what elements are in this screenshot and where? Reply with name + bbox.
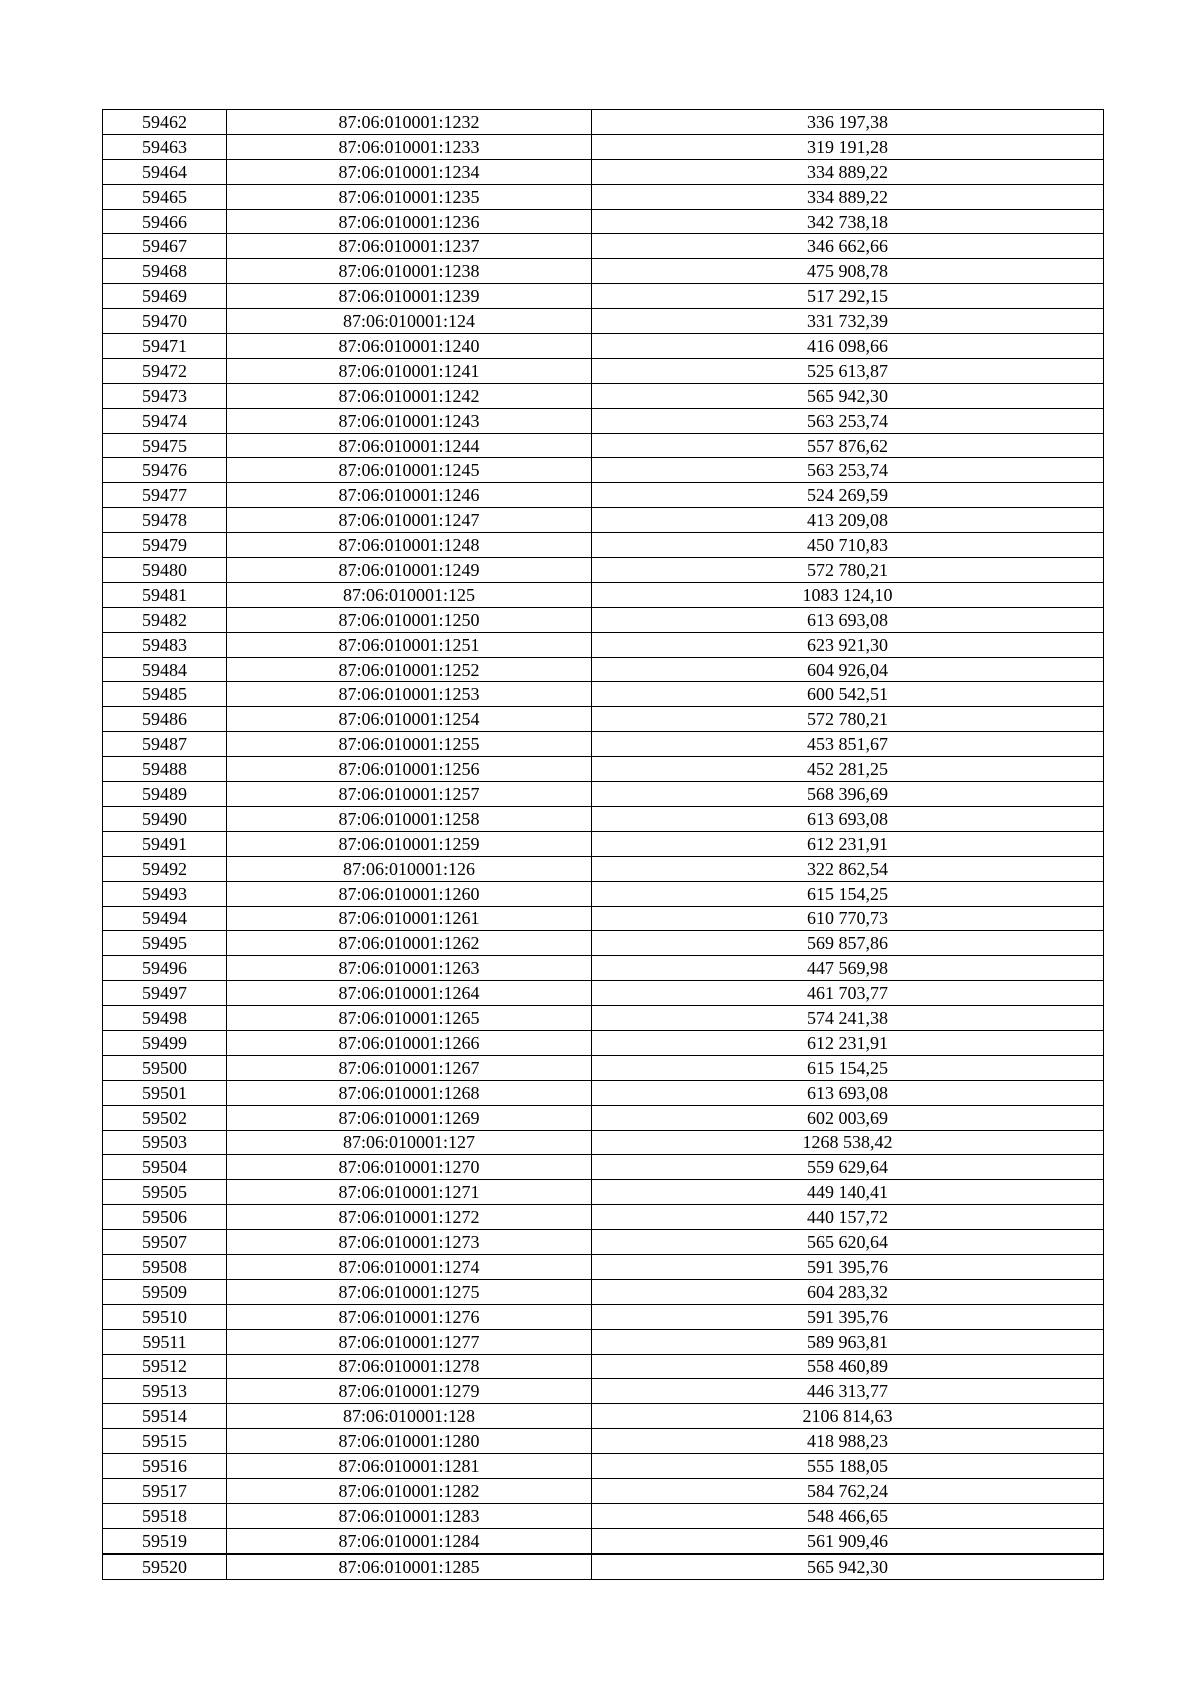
cadastral-number-cell: 87:06:010001:125 (227, 582, 592, 607)
row-number-cell: 59509 (103, 1279, 227, 1304)
cadastral-number-cell: 87:06:010001:1281 (227, 1454, 592, 1479)
cadastral-number-cell: 87:06:010001:1247 (227, 508, 592, 533)
table-row (103, 831, 1104, 856)
cadastral-value-cell: 413 209,08 (592, 508, 1104, 533)
cadastral-number-cell: 87:06:010001:1253 (227, 682, 592, 707)
table-row (103, 632, 1104, 657)
row-number-cell: 59492 (103, 856, 227, 881)
cadastral-number-cell: 87:06:010001:1269 (227, 1105, 592, 1130)
cadastral-number-cell: 87:06:010001:1270 (227, 1155, 592, 1180)
cadastral-number-cell: 87:06:010001:1265 (227, 1006, 592, 1031)
cadastral-value-cell: 563 253,74 (592, 408, 1104, 433)
row-number-cell: 59481 (103, 582, 227, 607)
cadastral-value-cell: 517 292,15 (592, 284, 1104, 309)
cadastral-number-cell: 87:06:010001:1250 (227, 607, 592, 632)
table-row (103, 782, 1104, 807)
table-row (103, 134, 1104, 159)
cadastral-value-cell: 418 988,23 (592, 1429, 1104, 1454)
row-number-cell: 59510 (103, 1304, 227, 1329)
cadastral-number-cell: 87:06:010001:1254 (227, 707, 592, 732)
row-number-cell: 59494 (103, 906, 227, 931)
table-row (103, 433, 1104, 458)
cadastral-number-cell: 87:06:010001:1268 (227, 1080, 592, 1105)
cadastral-value-cell: 1083 124,10 (592, 582, 1104, 607)
table-row (103, 931, 1104, 956)
cadastral-value-cell: 559 629,64 (592, 1155, 1104, 1180)
cadastral-value-cell: 569 857,86 (592, 931, 1104, 956)
row-number-cell: 59518 (103, 1503, 227, 1528)
table-row (103, 607, 1104, 632)
table-body (103, 110, 1104, 1580)
table-row (103, 956, 1104, 981)
table-row (103, 209, 1104, 234)
cadastral-number-cell: 87:06:010001:1242 (227, 383, 592, 408)
table-row (103, 508, 1104, 533)
cadastral-number-cell: 87:06:010001:1260 (227, 881, 592, 906)
table-row (103, 1354, 1104, 1379)
cadastral-number-cell: 87:06:010001:1283 (227, 1503, 592, 1528)
row-number-cell: 59487 (103, 732, 227, 757)
row-number-cell: 59466 (103, 209, 227, 234)
row-number-cell: 59503 (103, 1130, 227, 1155)
cadastral-number-cell: 87:06:010001:1258 (227, 806, 592, 831)
row-number-cell: 59515 (103, 1429, 227, 1454)
cadastral-value-cell: 331 732,39 (592, 309, 1104, 334)
table-row (103, 1454, 1104, 1479)
table-row (103, 1180, 1104, 1205)
cadastral-number-cell: 87:06:010001:1244 (227, 433, 592, 458)
table-row (103, 1503, 1104, 1528)
row-number-cell: 59512 (103, 1354, 227, 1379)
row-number-cell: 59480 (103, 558, 227, 583)
cadastral-value-cell: 591 395,76 (592, 1254, 1104, 1279)
table-row (103, 558, 1104, 583)
cadastral-number-cell: 87:06:010001:1243 (227, 408, 592, 433)
row-number-cell: 59497 (103, 981, 227, 1006)
row-number-cell: 59476 (103, 458, 227, 483)
cadastral-value-cell: 548 466,65 (592, 1503, 1104, 1528)
cadastral-value-cell: 613 693,08 (592, 806, 1104, 831)
row-number-cell: 59501 (103, 1080, 227, 1105)
cadastral-value-cell: 612 231,91 (592, 1030, 1104, 1055)
table-row (103, 981, 1104, 1006)
cadastral-value-cell: 591 395,76 (592, 1304, 1104, 1329)
row-number-cell: 59514 (103, 1404, 227, 1429)
table-row (103, 408, 1104, 433)
cadastral-number-cell: 87:06:010001:1284 (227, 1528, 592, 1553)
cadastral-number-cell: 87:06:010001:1279 (227, 1379, 592, 1404)
cadastral-value-cell: 561 909,46 (592, 1528, 1104, 1553)
cadastral-number-cell: 87:06:010001:1239 (227, 284, 592, 309)
cadastral-value-cell: 322 862,54 (592, 856, 1104, 881)
table-row (103, 284, 1104, 309)
cadastral-number-cell: 87:06:010001:1233 (227, 134, 592, 159)
row-number-cell: 59505 (103, 1180, 227, 1205)
table-row (103, 1279, 1104, 1304)
table-row (103, 1379, 1104, 1404)
cadastral-value-cell: 602 003,69 (592, 1105, 1104, 1130)
table-row (103, 533, 1104, 558)
cadastral-value-cell: 572 780,21 (592, 707, 1104, 732)
cadastral-number-cell: 87:06:010001:1234 (227, 159, 592, 184)
row-number-cell: 59506 (103, 1205, 227, 1230)
table-row (103, 757, 1104, 782)
cadastral-value-cell: 319 191,28 (592, 134, 1104, 159)
row-number-cell: 59484 (103, 657, 227, 682)
cadastral-value-cell: 565 942,30 (592, 383, 1104, 408)
cadastral-number-cell: 87:06:010001:127 (227, 1130, 592, 1155)
row-number-cell: 59499 (103, 1030, 227, 1055)
table-row (103, 732, 1104, 757)
table-row (103, 234, 1104, 259)
cadastral-number-cell: 87:06:010001:1262 (227, 931, 592, 956)
cadastral-number-cell: 87:06:010001:1271 (227, 1180, 592, 1205)
cadastral-value-cell: 449 140,41 (592, 1180, 1104, 1205)
cadastral-number-cell: 87:06:010001:1248 (227, 533, 592, 558)
table-row (103, 657, 1104, 682)
table-row (103, 1329, 1104, 1354)
cadastral-number-cell: 87:06:010001:124 (227, 309, 592, 334)
table-row (103, 358, 1104, 383)
row-number-cell: 59490 (103, 806, 227, 831)
table-row (103, 1105, 1104, 1130)
cadastral-number-cell: 87:06:010001:1267 (227, 1055, 592, 1080)
row-number-cell: 59498 (103, 1006, 227, 1031)
cadastral-value-cell: 2106 814,63 (592, 1404, 1104, 1429)
row-number-cell: 59470 (103, 309, 227, 334)
cadastral-value-cell: 524 269,59 (592, 483, 1104, 508)
cadastral-number-cell: 87:06:010001:1266 (227, 1030, 592, 1055)
cadastral-number-cell: 87:06:010001:1276 (227, 1304, 592, 1329)
table-row (103, 1205, 1104, 1230)
table-row (103, 1554, 1104, 1579)
row-number-cell: 59467 (103, 234, 227, 259)
table-row (103, 159, 1104, 184)
table-row (103, 110, 1104, 135)
cadastral-value-cell: 336 197,38 (592, 110, 1104, 135)
cadastral-number-cell: 87:06:010001:128 (227, 1404, 592, 1429)
row-number-cell: 59517 (103, 1478, 227, 1503)
row-number-cell: 59478 (103, 508, 227, 533)
cadastral-number-cell: 87:06:010001:1277 (227, 1329, 592, 1354)
cadastral-value-cell: 613 693,08 (592, 607, 1104, 632)
row-number-cell: 59502 (103, 1105, 227, 1130)
cadastral-value-cell: 346 662,66 (592, 234, 1104, 259)
row-number-cell: 59491 (103, 831, 227, 856)
table-row (103, 856, 1104, 881)
row-number-cell: 59520 (103, 1554, 227, 1579)
row-number-cell: 59495 (103, 931, 227, 956)
cadastral-value-cell: 565 620,64 (592, 1230, 1104, 1255)
table-row (103, 881, 1104, 906)
row-number-cell: 59516 (103, 1454, 227, 1479)
cadastral-value-cell: 612 231,91 (592, 831, 1104, 856)
table-row (103, 1429, 1104, 1454)
cadastral-number-cell: 87:06:010001:1236 (227, 209, 592, 234)
table-row (103, 1528, 1104, 1553)
row-number-cell: 59511 (103, 1329, 227, 1354)
cadastral-value-cell: 334 889,22 (592, 184, 1104, 209)
cadastral-value-cell: 453 851,67 (592, 732, 1104, 757)
cadastral-number-cell: 87:06:010001:1235 (227, 184, 592, 209)
row-number-cell: 59468 (103, 259, 227, 284)
row-number-cell: 59489 (103, 782, 227, 807)
cadastral-value-cell: 568 396,69 (592, 782, 1104, 807)
cadastral-number-cell: 87:06:010001:1238 (227, 259, 592, 284)
table-row (103, 1055, 1104, 1080)
cadastral-number-cell: 87:06:010001:1282 (227, 1478, 592, 1503)
row-number-cell: 59469 (103, 284, 227, 309)
table-row (103, 1130, 1104, 1155)
table-row (103, 1006, 1104, 1031)
cadastral-number-cell: 87:06:010001:1263 (227, 956, 592, 981)
cadastral-value-cell: 574 241,38 (592, 1006, 1104, 1031)
row-number-cell: 59463 (103, 134, 227, 159)
cadastral-value-cell: 555 188,05 (592, 1454, 1104, 1479)
table-row (103, 806, 1104, 831)
table-row (103, 582, 1104, 607)
row-number-cell: 59483 (103, 632, 227, 657)
row-number-cell: 59482 (103, 607, 227, 632)
cadastral-value-cell: 440 157,72 (592, 1205, 1104, 1230)
cadastral-number-cell: 87:06:010001:1256 (227, 757, 592, 782)
cadastral-number-cell: 87:06:010001:1241 (227, 358, 592, 383)
cadastral-number-cell: 87:06:010001:1240 (227, 334, 592, 359)
cadastral-number-cell: 87:06:010001:1252 (227, 657, 592, 682)
cadastral-value-cell: 613 693,08 (592, 1080, 1104, 1105)
cadastral-value-cell: 446 313,77 (592, 1379, 1104, 1404)
row-number-cell: 59486 (103, 707, 227, 732)
cadastral-number-cell: 87:06:010001:126 (227, 856, 592, 881)
cadastral-value-cell: 334 889,22 (592, 159, 1104, 184)
cadastral-value-cell: 604 926,04 (592, 657, 1104, 682)
table-row (103, 1304, 1104, 1329)
row-number-cell: 59479 (103, 533, 227, 558)
table-row (103, 1030, 1104, 1055)
table-row (103, 1155, 1104, 1180)
table-row (103, 383, 1104, 408)
cadastral-value-cell: 342 738,18 (592, 209, 1104, 234)
cadastral-number-cell: 87:06:010001:1257 (227, 782, 592, 807)
table-row (103, 1404, 1104, 1429)
row-number-cell: 59504 (103, 1155, 227, 1180)
row-number-cell: 59507 (103, 1230, 227, 1255)
row-number-cell: 59488 (103, 757, 227, 782)
cadastral-number-cell: 87:06:010001:1255 (227, 732, 592, 757)
cadastral-value-cell: 450 710,83 (592, 533, 1104, 558)
row-number-cell: 59473 (103, 383, 227, 408)
cadastral-value-cell: 563 253,74 (592, 458, 1104, 483)
table-row (103, 906, 1104, 931)
row-number-cell: 59477 (103, 483, 227, 508)
table-row (103, 334, 1104, 359)
row-number-cell: 59464 (103, 159, 227, 184)
cadastral-number-cell: 87:06:010001:1251 (227, 632, 592, 657)
cadastral-value-cell: 600 542,51 (592, 682, 1104, 707)
cadastral-value-cell: 447 569,98 (592, 956, 1104, 981)
cadastral-value-cell: 558 460,89 (592, 1354, 1104, 1379)
cadastral-number-cell: 87:06:010001:1273 (227, 1230, 592, 1255)
row-number-cell: 59471 (103, 334, 227, 359)
cadastral-number-cell: 87:06:010001:1237 (227, 234, 592, 259)
cadastral-value-cell: 604 283,32 (592, 1279, 1104, 1304)
row-number-cell: 59513 (103, 1379, 227, 1404)
row-number-cell: 59508 (103, 1254, 227, 1279)
row-number-cell: 59496 (103, 956, 227, 981)
cadastral-value-cell: 589 963,81 (592, 1329, 1104, 1354)
cadastral-value-cell: 1268 538,42 (592, 1130, 1104, 1155)
row-number-cell: 59485 (103, 682, 227, 707)
table-row (103, 309, 1104, 334)
table-row (103, 707, 1104, 732)
cadastral-number-cell: 87:06:010001:1272 (227, 1205, 592, 1230)
cadastral-value-cell: 461 703,77 (592, 981, 1104, 1006)
cadastral-value-cell: 452 281,25 (592, 757, 1104, 782)
cadastral-number-cell: 87:06:010001:1280 (227, 1429, 592, 1454)
table-row (103, 259, 1104, 284)
table-row (103, 1478, 1104, 1503)
row-number-cell: 59500 (103, 1055, 227, 1080)
cadastral-value-table (102, 109, 1104, 1580)
row-number-cell: 59475 (103, 433, 227, 458)
cadastral-number-cell: 87:06:010001:1249 (227, 558, 592, 583)
cadastral-number-cell: 87:06:010001:1264 (227, 981, 592, 1006)
table-row (103, 1230, 1104, 1255)
cadastral-value-cell: 584 762,24 (592, 1478, 1104, 1503)
cadastral-number-cell: 87:06:010001:1245 (227, 458, 592, 483)
cadastral-value-cell: 416 098,66 (592, 334, 1104, 359)
cadastral-value-cell: 557 876,62 (592, 433, 1104, 458)
cadastral-number-cell: 87:06:010001:1259 (227, 831, 592, 856)
cadastral-value-cell: 615 154,25 (592, 1055, 1104, 1080)
table-row (103, 1080, 1104, 1105)
row-number-cell: 59462 (103, 110, 227, 135)
row-number-cell: 59472 (103, 358, 227, 383)
cadastral-value-cell: 572 780,21 (592, 558, 1104, 583)
cadastral-number-cell: 87:06:010001:1232 (227, 110, 592, 135)
cadastral-value-cell: 623 921,30 (592, 632, 1104, 657)
table-row (103, 184, 1104, 209)
table-row (103, 458, 1104, 483)
row-number-cell: 59465 (103, 184, 227, 209)
table-row (103, 483, 1104, 508)
cadastral-number-cell: 87:06:010001:1275 (227, 1279, 592, 1304)
cadastral-value-cell: 565 942,30 (592, 1554, 1104, 1579)
cadastral-value-cell: 475 908,78 (592, 259, 1104, 284)
cadastral-value-cell: 615 154,25 (592, 881, 1104, 906)
cadastral-value-cell: 610 770,73 (592, 906, 1104, 931)
table-row (103, 1254, 1104, 1279)
table-row (103, 682, 1104, 707)
row-number-cell: 59519 (103, 1528, 227, 1553)
row-number-cell: 59474 (103, 408, 227, 433)
cadastral-number-cell: 87:06:010001:1274 (227, 1254, 592, 1279)
cadastral-number-cell: 87:06:010001:1278 (227, 1354, 592, 1379)
cadastral-number-cell: 87:06:010001:1246 (227, 483, 592, 508)
cadastral-value-cell: 525 613,87 (592, 358, 1104, 383)
cadastral-number-cell: 87:06:010001:1261 (227, 906, 592, 931)
row-number-cell: 59493 (103, 881, 227, 906)
cadastral-number-cell: 87:06:010001:1285 (227, 1554, 592, 1579)
